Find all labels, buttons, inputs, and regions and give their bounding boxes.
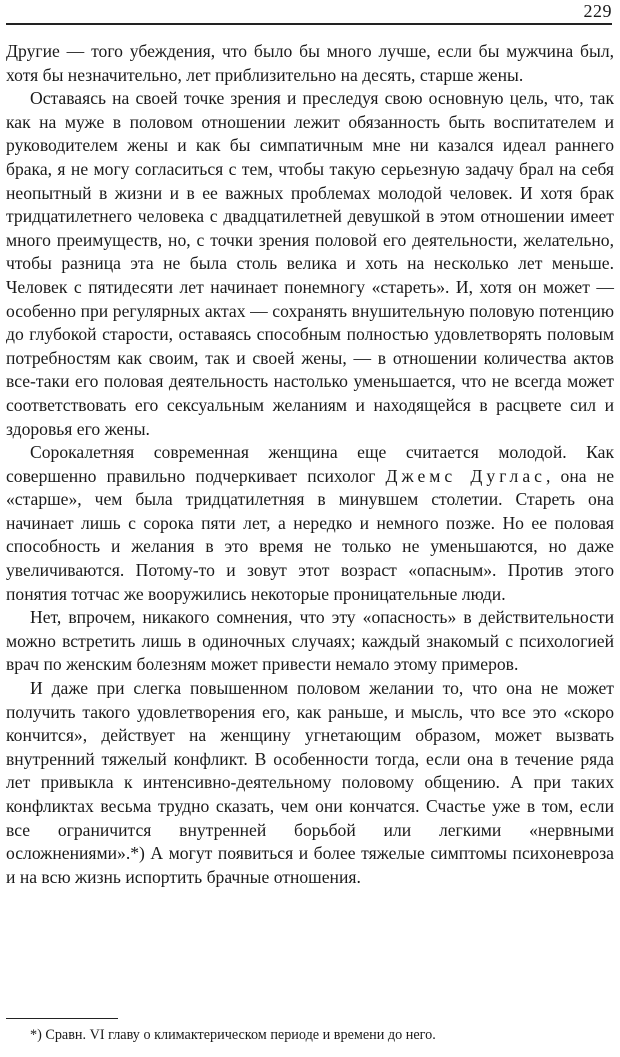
paragraph-4: Нет, впрочем, никакого сомнения, что эту «опасность» в действительности можно встретить лишь в одиночных случаях; каждый знакомый с психологией врач по женским болезням может привести немало этому примеров. [6, 607, 614, 675]
footnote-rule [6, 1018, 118, 1019]
paragraph-3 [6, 441, 614, 606]
paragraph-5: И даже при слегка повышенном половом желании то, что она не может получить такого удовлетворения его, как раньше, и мысль, что все это «скоро кончится», действует на женщину угнетающим образом, может вызвать внутренний тяжелый конфликт. В особенности тогда, если она в течение ряда лет привыкла к интенсивно-деятельному половому общению. А при таких конфликтах весьма трудно сказать, чем они кончатся. Счастье уже в том, если все ограничится внутренней борьбой или легкими «нервными осложнениями».*) А могут появиться и более тяжелые симптомы психоневроза и на всю жизнь испортить брачные отношения. [6, 678, 614, 887]
body-text [6, 40, 614, 889]
paragraph-2: Оставаясь на своей точке зрения и преследуя свою основную цель, что, так как на муже в половом отношении лежит обязанность быть воспитателем и руководителем жены и как бы симпатичным мне ни казался идеал раннего брака, я не могу согласиться с тем, чтобы такую серьезную задачу брал на себя неопытный в жизни и в ее важных проблемах молодой человек. И хотя брак тридцатилетнего человека с двадцатилетней девушкой в этом отношении имеет много преимуществ, но, с точки зрения половой его деятельности, желательно, чтобы разница эта не была столь велика и хоть на несколько лет меньше. Человек с пятидесяти лет начинает понемногу «стареть». И, хотя он может — особенно при регулярных актах — сохранять внушительную половую потенцию до глубокой старости, оставаясь способным полностью удовлетворять половым потребностям как своим, так и своей жены, — в отношении количества актов все-таки его половая деятельность настолько уменьшается, что не всегда может соответствовать его сексуальным желаниям и находящейся в расцвете сил и здоровья его жены. [6, 88, 614, 439]
page-number: 229 [583, 1, 612, 21]
paragraph-3-start: Сорокалетняя современная женщина еще считается молодой. Как совершенно правильно подчеркивает психолог [6, 442, 614, 486]
paragraph-3-end: , она не «старше», чем была тридцатилетняя в минувшем столетии. Стареть она начинает лишь с сорока пяти лет, а нередко и немного позже. Но ее половая способность и желания в это время не только не уменьшаются, но даже увеличиваются. Потому-то и зовут этот возраст «опасным». Против этого понятия тотчас же вооружились некоторые проницательные люди. [6, 465, 614, 604]
spaced-author-name: Джемс Дуглас [385, 465, 546, 486]
footnote: *) Сравн. VI главу о климактерическом периоде и времени до него. [30, 1027, 436, 1043]
header-rule [6, 23, 612, 25]
paragraph-1: Другие — того убеждения, что было бы много лучше, если бы мужчина был, хотя бы незначительно, лет приблизительно на десять, старше жены. [6, 41, 614, 85]
